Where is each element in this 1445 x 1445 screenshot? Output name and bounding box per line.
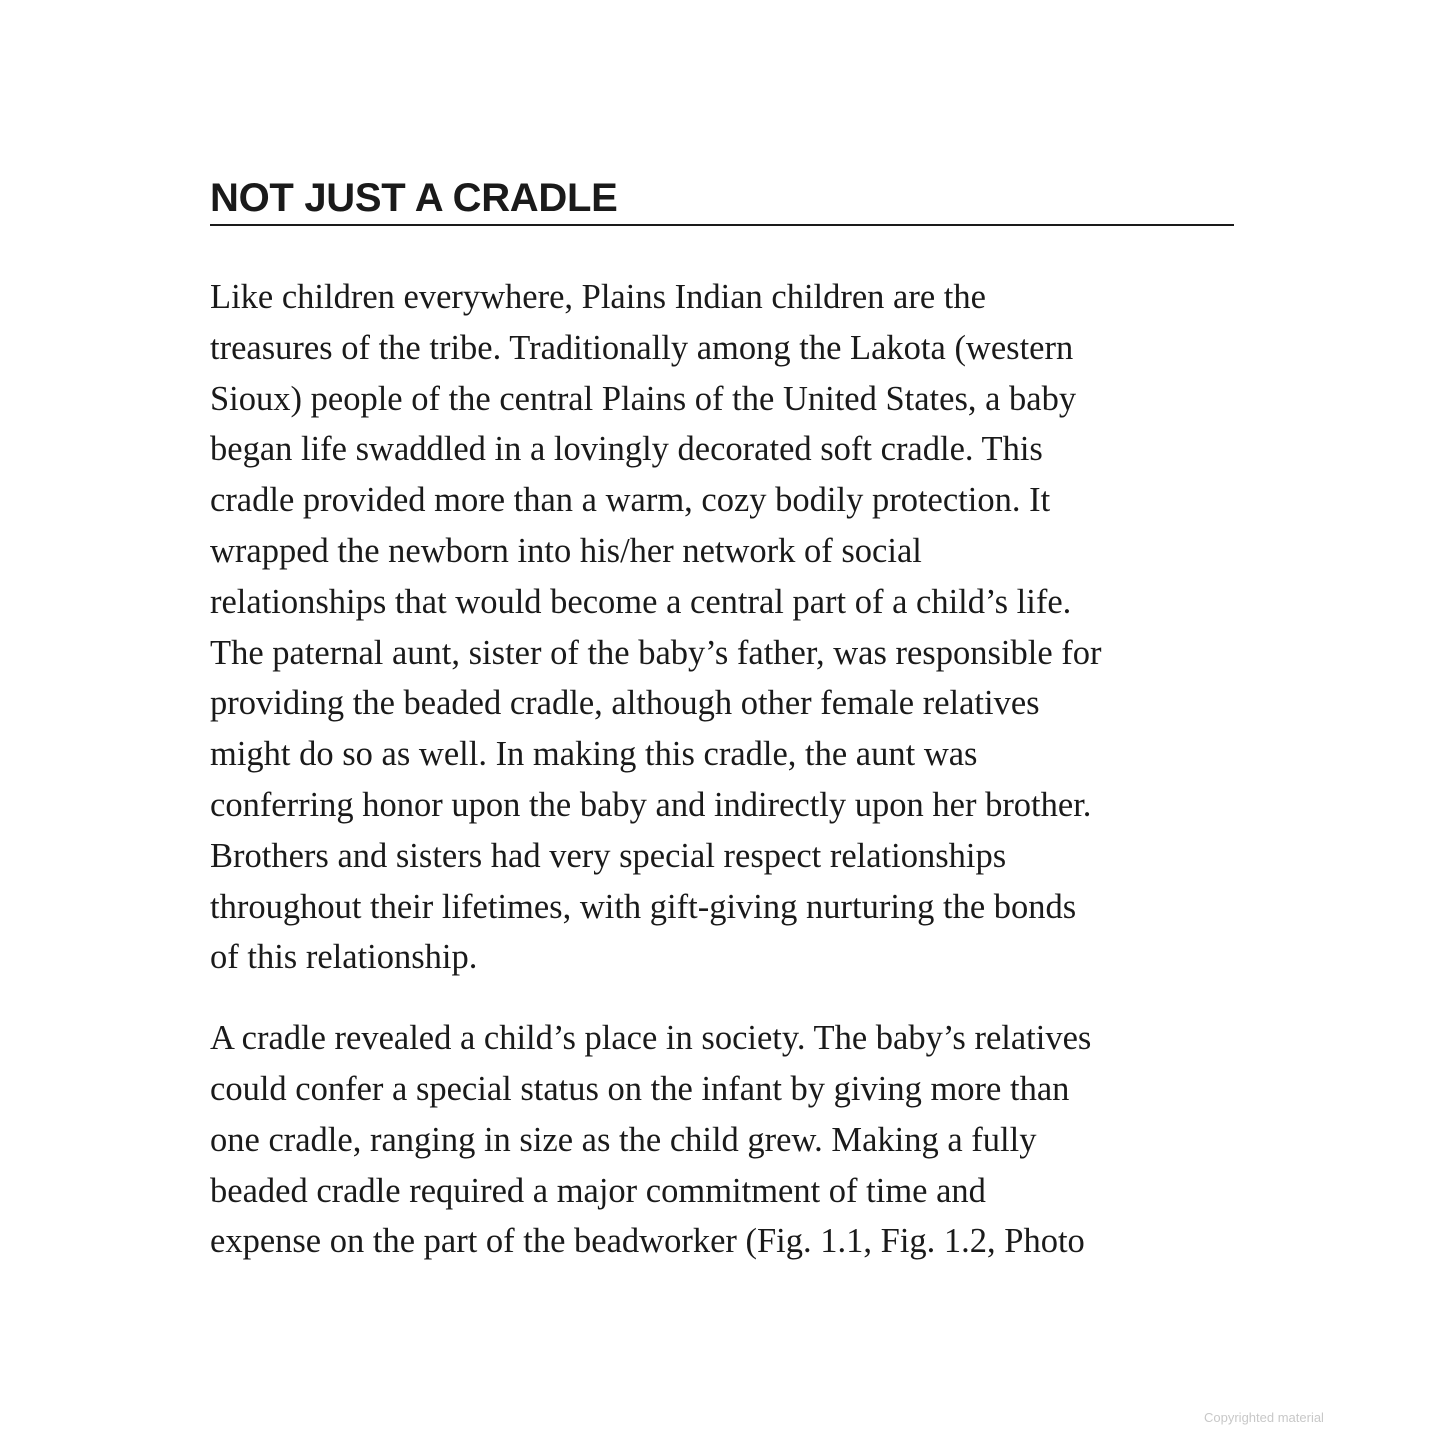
- text-line: throughout their lifetimes, with gift-giving nurturing the bonds: [210, 887, 1077, 926]
- text-line: one cradle, ranging in size as the child grew. Making a fully: [210, 1120, 1037, 1159]
- text-line: beaded cradle required a major commitment of time and: [210, 1171, 986, 1210]
- text-line: cradle provided more than a warm, cozy bodily protection. It: [210, 481, 1051, 520]
- paragraph-1: [210, 272, 1234, 983]
- text-line: The paternal aunt, sister of the baby’s father, was responsible for: [210, 633, 1102, 672]
- text-line: A cradle revealed a child’s place in society. The baby’s relatives: [210, 1019, 1092, 1058]
- text-line: wrapped the newborn into his/her network of social: [210, 531, 922, 570]
- copyright-watermark: Copyrighted material: [1204, 1410, 1324, 1425]
- text-line: began life swaddled in a lovingly decorated soft cradle. This: [210, 430, 1043, 469]
- text-line: Sioux) people of the central Plains of the United States, a baby: [210, 379, 1077, 418]
- text-line: providing the beaded cradle, although other female relatives: [210, 684, 1040, 723]
- text-line: might do so as well. In making this cradle, the aunt was: [210, 735, 978, 774]
- text-line: conferring honor upon the baby and indirectly upon her brother.: [210, 785, 1092, 824]
- paragraph-2: [210, 1013, 1234, 1267]
- text-line: relationships that would become a central part of a child’s life.: [210, 582, 1072, 621]
- text-line: Like children everywhere, Plains Indian children are the: [210, 278, 986, 316]
- text-line: of this relationship.: [210, 938, 478, 977]
- text-line: Brothers and sisters had very special respect relationships: [210, 836, 1007, 875]
- section-heading: NOT JUST A CRADLE: [210, 176, 1234, 226]
- text-line: expense on the part of the beadworker (Fig. 1.1, Fig. 1.2, Photo: [210, 1222, 1085, 1261]
- page-content: [210, 176, 1234, 1267]
- text-line: could confer a special status on the infant by giving more than: [210, 1069, 1070, 1108]
- text-line: treasures of the tribe. Traditionally among the Lakota (western: [210, 328, 1074, 367]
